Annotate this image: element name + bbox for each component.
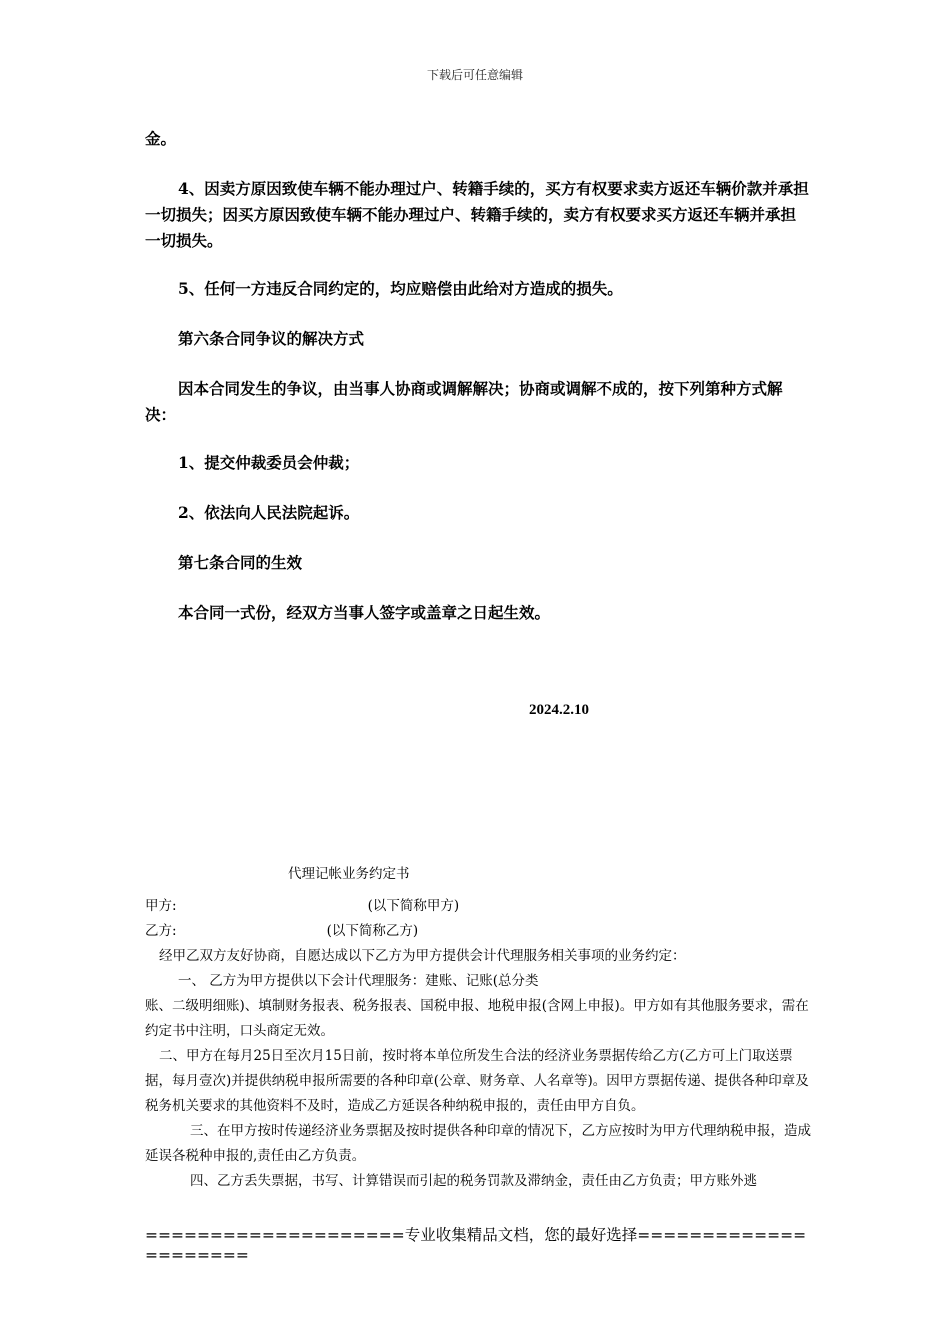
option-1-text: 1、提交仲裁委员会仲裁； xyxy=(178,453,360,472)
contract-date: 2024.2.10 xyxy=(529,702,589,718)
agreement-intro: 经甲乙双方友好协商，自愿达成以下乙方为甲方提供会计代理服务相关事项的业务约定： xyxy=(159,948,686,964)
paragraph-5: 5、任何一方违反合同约定的，均应赔偿由此给对方造成的损失。 xyxy=(178,279,623,298)
item-1-first-line: 一、 乙方为甲方提供以下会计代理服务：建账、记账(总分类 xyxy=(178,973,539,989)
article-6-option-1 xyxy=(145,450,810,476)
agreement-body xyxy=(145,894,813,1194)
paragraph-tail: 金。 xyxy=(145,129,177,148)
article-6-title xyxy=(145,326,810,352)
agreement-title: 代理记帐业务约定书 xyxy=(288,866,410,882)
item-3: 三、在甲方按时传递经济业务票据及按时提供各种印章的情况下，乙方应按时为甲方代理纳税申报，造成延误各税种申报的,责任由乙方负责。 xyxy=(145,1123,811,1164)
header-note: 下载后可任意编辑 xyxy=(426,68,523,82)
option-2-text: 2、依法向人民法院起诉。 xyxy=(178,503,360,522)
party-b-label: 乙方: xyxy=(145,923,177,939)
contract-clauses xyxy=(145,126,810,152)
article-7-text: 本合同一式份，经双方当事人签字或盖章之日起生效。 xyxy=(178,603,551,622)
party-b-note: (以下简称乙方) xyxy=(326,923,419,939)
party-a-note: (以下简称甲方) xyxy=(367,898,460,914)
party-b-line xyxy=(145,919,813,944)
paragraph-4: 4、因卖方原因致使车辆不能办理过户、转籍手续的，买方有权要求卖方返还车辆价款并承担一切损失；因买方原因致使车辆不能办理过户、转籍手续的，卖方有权要求买方返还车辆并承担一切损失。 xyxy=(145,179,809,250)
item-4: 四、乙方丢失票据，书写、计算错误而引起的税务罚款及滞纳金，责任由乙方负责；甲方账外逃 xyxy=(190,1173,757,1189)
clause-4 xyxy=(145,176,810,254)
party-a-line xyxy=(145,894,813,919)
article-7-title xyxy=(145,550,810,576)
party-a-label: 甲方: xyxy=(145,898,177,914)
item-1-rest: 账、二级明细账)、填制财务报表、税务报表、国税申报、地税申报(含网上申报)。甲方如有其他服务要求，需在约定书中注明，口头商定无效。 xyxy=(145,998,809,1039)
article-6-text: 因本合同发生的争议，由当事人协商或调解解决；协商或调解不成的，按下列第种方式解决： xyxy=(145,379,783,424)
article-7-heading: 第七条合同的生效 xyxy=(178,553,303,572)
article-6-option-2 xyxy=(145,500,810,526)
article-6-body xyxy=(145,376,810,428)
footer-banner: ====================专业收集精品文档，您的最好选择===================== xyxy=(145,1226,807,1264)
item-2: 二、甲方在每月25日至次月15日前，按时将本单位所发生合法的经济业务票据传给乙方(乙方可上门取送票据，每月壹次)并提供纳税申报所需要的各种印章(公章、财务章、人名章等)。因甲方票据传递、提供各种印章及税务机关要求的其他资料不及时，造成乙方延误各种纳税申报的，责任由甲方自负。 xyxy=(145,1048,809,1114)
clause-5 xyxy=(145,276,810,302)
article-6-heading: 第六条合同争议的解决方式 xyxy=(178,329,365,348)
article-7-body xyxy=(145,600,810,626)
